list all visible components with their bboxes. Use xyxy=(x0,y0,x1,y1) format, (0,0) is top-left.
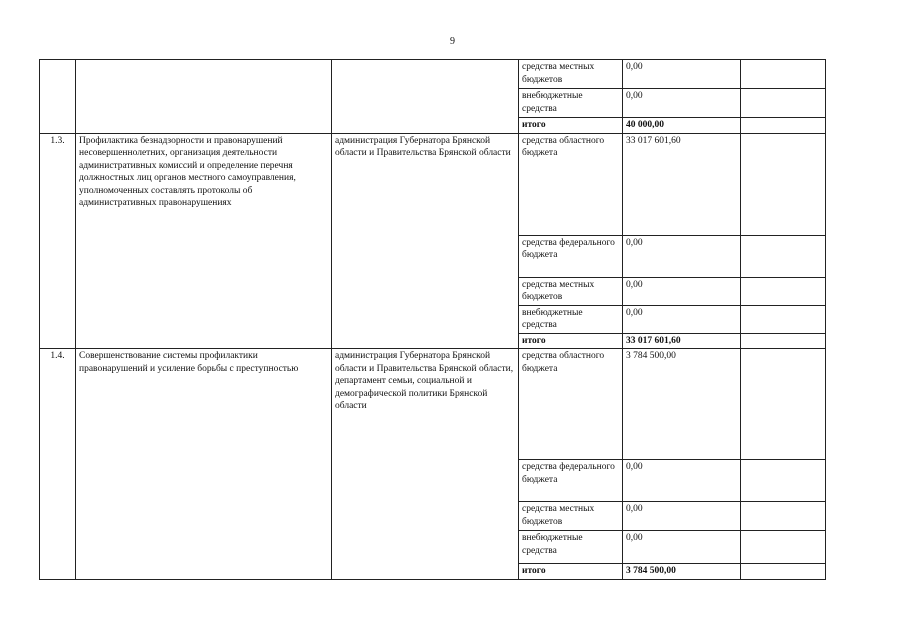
extra-cell xyxy=(741,349,826,460)
page-number: 9 xyxy=(450,36,455,47)
funding-source-cell: внебюджетные средства xyxy=(519,305,623,333)
extra-cell xyxy=(741,564,826,580)
amount-cell: 33 017 601,60 xyxy=(623,133,741,235)
extra-cell xyxy=(741,460,826,502)
extra-cell xyxy=(741,333,826,349)
amount-cell: 0,00 xyxy=(623,89,741,118)
funding-source-cell: внебюджетные средства xyxy=(519,89,623,118)
funding-source-cell: средства областного бюджета xyxy=(519,349,623,460)
budget-table xyxy=(39,59,826,580)
amount-cell: 0,00 xyxy=(623,60,741,89)
extra-cell xyxy=(741,133,826,235)
total-label-cell: итого xyxy=(519,333,623,349)
extra-cell xyxy=(741,502,826,531)
extra-cell xyxy=(741,118,826,134)
amount-cell: 0,00 xyxy=(623,277,741,305)
amount-cell: 0,00 xyxy=(623,531,741,564)
total-amount-cell: 40 000,00 xyxy=(623,118,741,134)
item-executor-cell: администрация Губернатора Брянской области и Правительства Брянской области xyxy=(332,133,519,349)
amount-cell: 0,00 xyxy=(623,502,741,531)
total-label-cell: итого xyxy=(519,564,623,580)
description-cell xyxy=(76,60,332,134)
funding-source-cell: средства областного бюджета xyxy=(519,133,623,235)
extra-cell xyxy=(741,235,826,277)
amount-cell: 0,00 xyxy=(623,235,741,277)
funding-source-cell: средства местных бюджетов xyxy=(519,502,623,531)
extra-cell xyxy=(741,531,826,564)
table-row xyxy=(40,60,826,89)
total-amount-cell: 33 017 601,60 xyxy=(623,333,741,349)
extra-cell xyxy=(741,89,826,118)
extra-cell xyxy=(741,60,826,89)
funding-source-cell: средства местных бюджетов xyxy=(519,60,623,89)
table-row xyxy=(40,349,826,460)
amount-cell: 0,00 xyxy=(623,305,741,333)
item-number-cell: 1.4. xyxy=(40,349,76,580)
item-executor-cell: администрация Губернатора Брянской области и Правительства Брянской области, департамент семьи, социальной и демографической политики Брянской области xyxy=(332,349,519,580)
total-label-cell: итого xyxy=(519,118,623,134)
table-row xyxy=(40,133,826,235)
extra-cell xyxy=(741,305,826,333)
item-number-cell: 1.3. xyxy=(40,133,76,349)
number-cell xyxy=(40,60,76,134)
item-description-cell: Профилактика безнадзорности и правонарушений несовершеннолетних, организация деятельности административных комиссий и определение перечня должностных лиц органов местного самоуправления, уполномоченных составлять протоколы об административных правонарушениях xyxy=(76,133,332,349)
funding-source-cell: средства федерального бюджета xyxy=(519,235,623,277)
funding-source-cell: средства местных бюджетов xyxy=(519,277,623,305)
funding-source-cell: внебюджетные средства xyxy=(519,531,623,564)
executor-cell xyxy=(332,60,519,134)
amount-cell: 0,00 xyxy=(623,460,741,502)
extra-cell xyxy=(741,277,826,305)
funding-source-cell: средства федерального бюджета xyxy=(519,460,623,502)
amount-cell: 3 784 500,00 xyxy=(623,349,741,460)
total-amount-cell: 3 784 500,00 xyxy=(623,564,741,580)
item-description-cell: Совершенствование системы профилактики правонарушений и усиление борьбы с преступностью xyxy=(76,349,332,580)
